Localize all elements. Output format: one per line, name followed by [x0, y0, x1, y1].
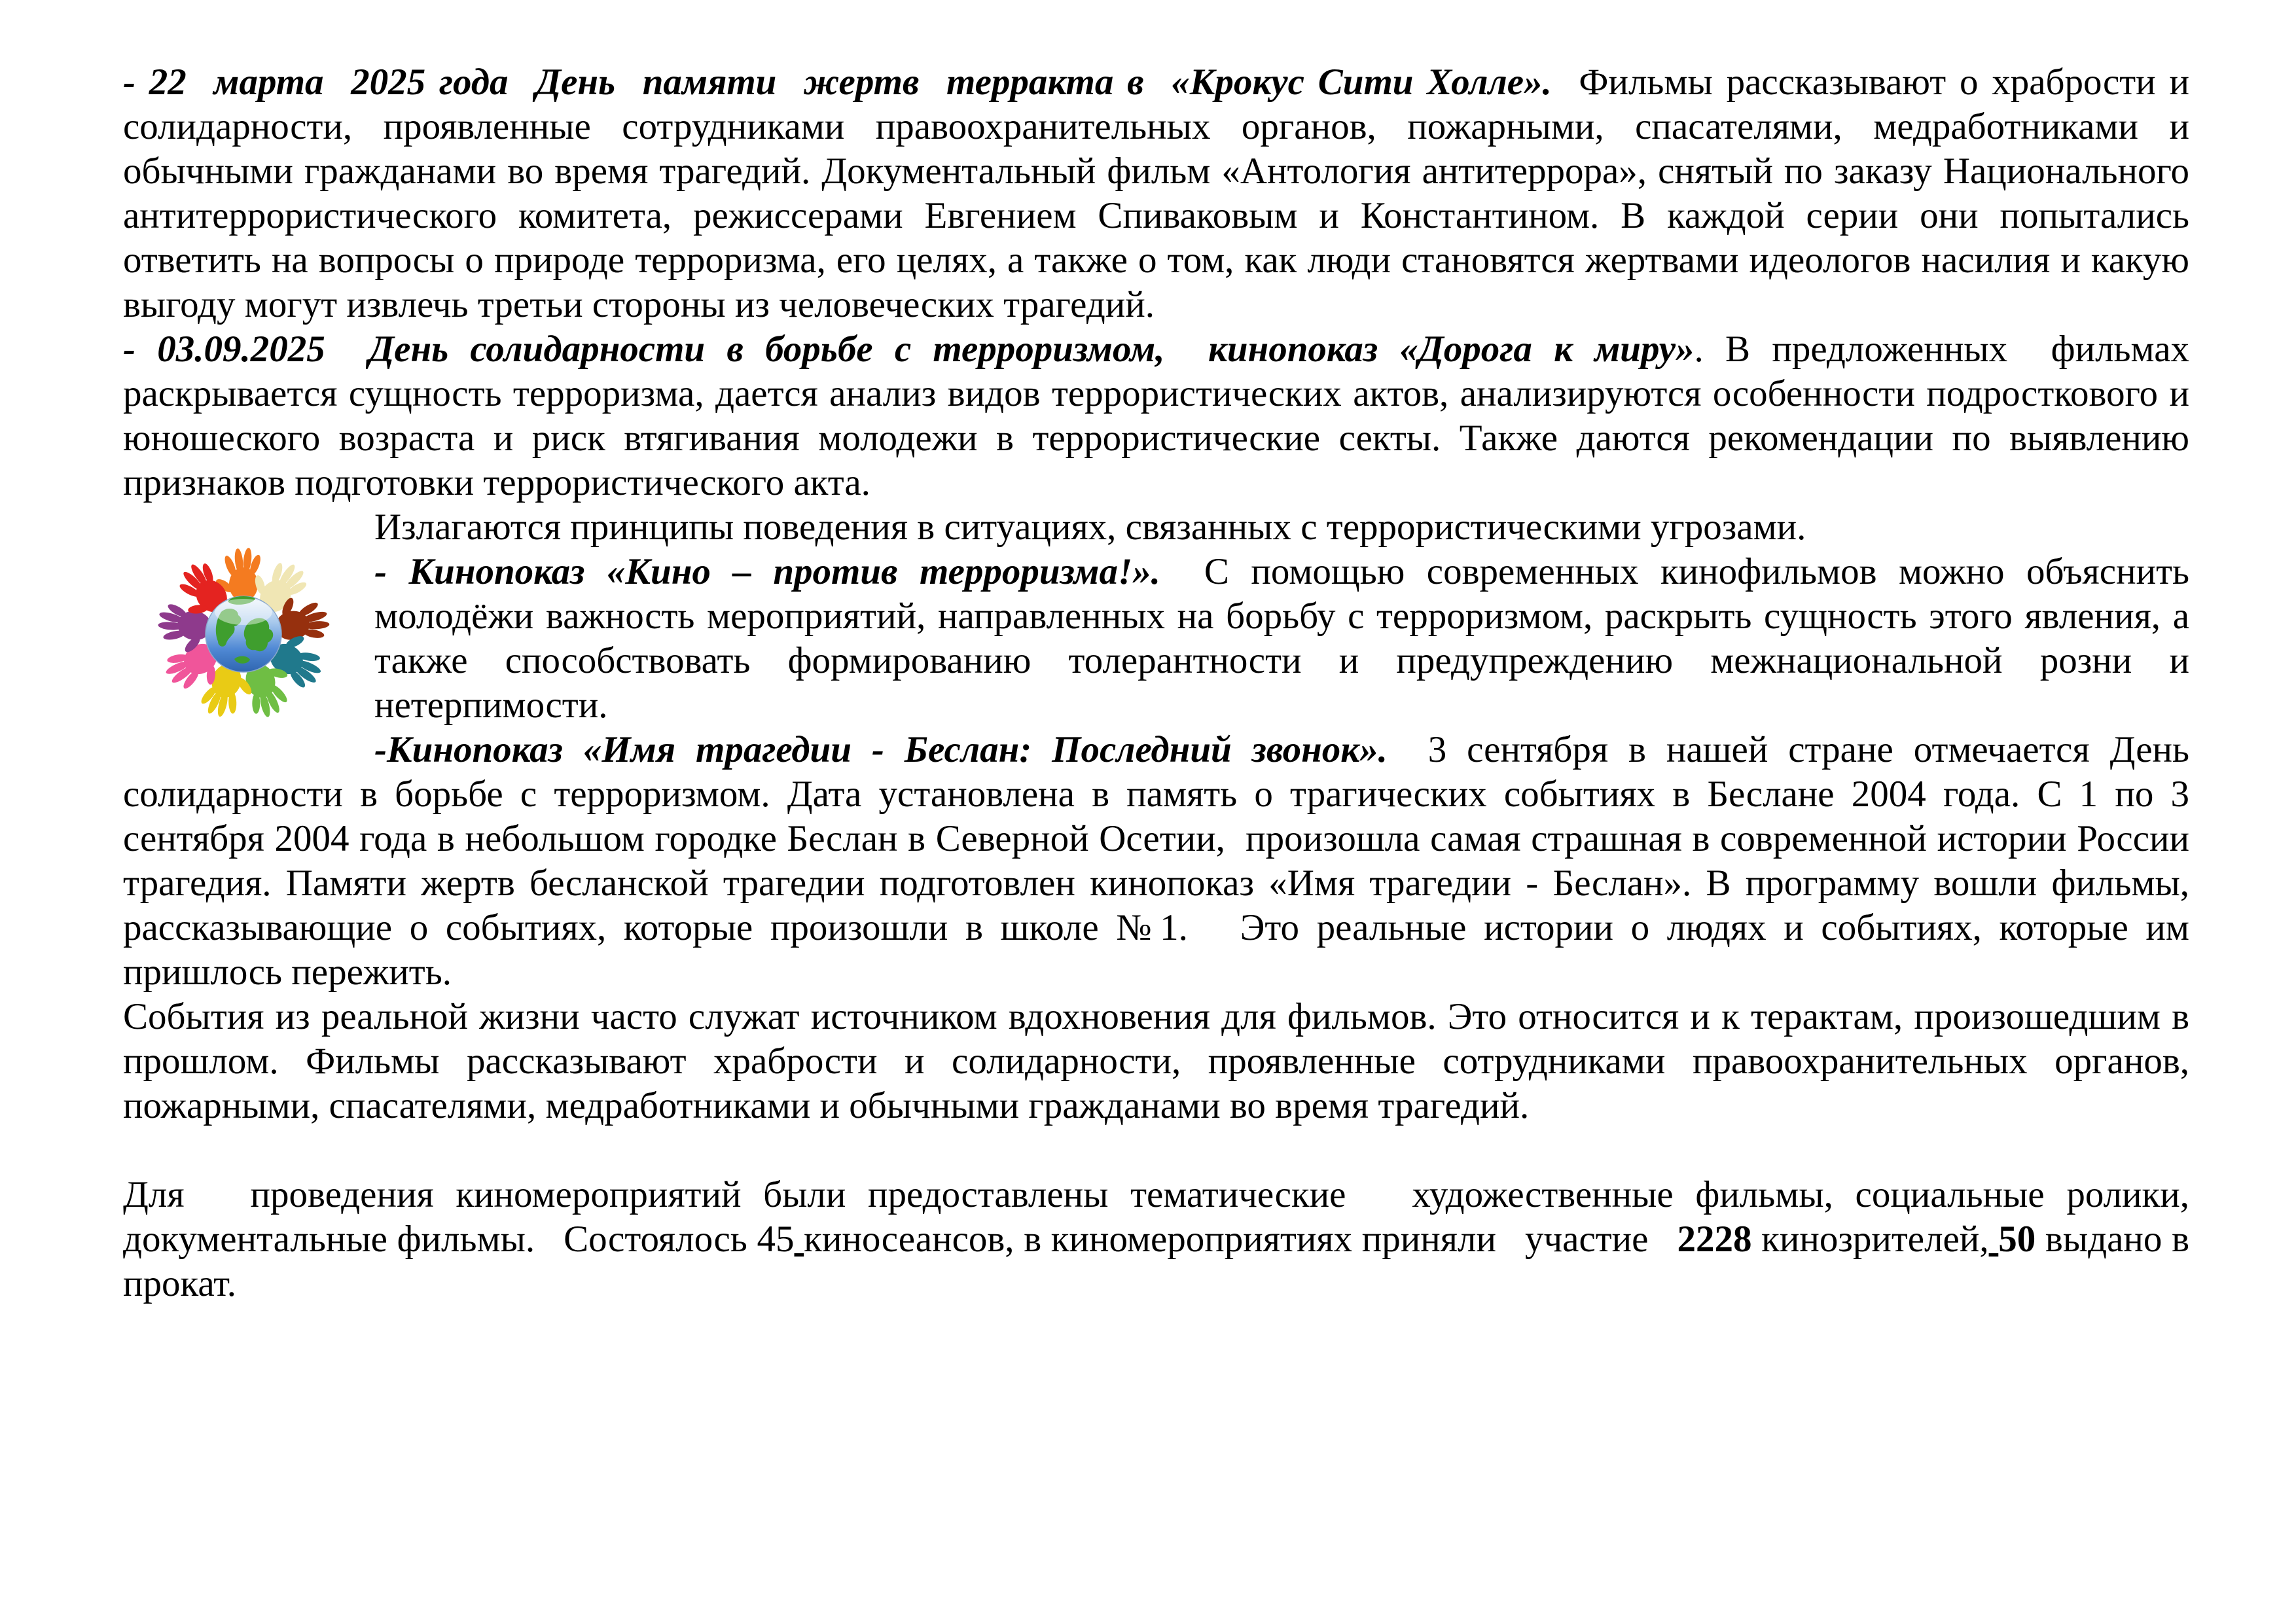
text-run: кинозрителей,	[1751, 1219, 1989, 1260]
paragraph-principy-povedeniya	[123, 505, 2189, 550]
text-run: Фильмы рассказывают о храбрости и солидарности, проявленные сотрудниками правоохранительных органов, пожарными, спасателями, медработниками и обычными гражданами во время трагедий. Документальный фильм «Антология антитеррора», снятый по заказу Национального антитеррористического комитета, режиссерами Евгением Спиваковым и Константином. В каждой серии они попытались ответить на вопросы о природе терроризма, его целях, а также о том, как люди становятся жертвами идеологов насилия и какую выгоду могут извлечь третьи стороны из человеческих трагедий.	[123, 62, 2190, 325]
document-body	[123, 60, 2189, 1306]
paragraph-beslan	[123, 728, 2189, 995]
paragraph-kino-protiv-terrorizma	[123, 550, 2189, 728]
text-run: -Кинопоказ «Имя трагедии - Беслан: Последний звонок».	[374, 729, 1388, 770]
text-run: 2228	[1677, 1219, 1752, 1260]
body-paragraphs	[123, 505, 2189, 1306]
text-run: выдано в прокат.	[123, 1219, 2190, 1304]
text-run: События из реальной жизни часто служат источником вдохновения для фильмов. Это относится и к терактам, произошедшим в прошлом. Фильмы рассказывают храбрости и солидарности, проявленные сотрудниками правоохранительных органов, пожарными, спасателями, медработниками и обычными гражданами во время трагедий.	[123, 996, 2189, 1126]
intro-paragraphs	[123, 60, 2189, 505]
text-run: киносеансов, в киномероприятиях приняли участие	[804, 1219, 1677, 1260]
text-run: - 22 марта 2025 года День памяти жертв терракта в «Крокус Сити Холле».	[123, 62, 1552, 103]
hands-globe-svg	[144, 522, 347, 744]
text-run: . В предложенных фильмах раскрывается сущность терроризма, дается анализ видов террористических актов, анализируются особенности подросткового и юношеского возраста и риск втягивания молодежи в террористические секты. Также даются рекомендации по выявлению признаков подготовки террористического акта.	[123, 329, 2190, 503]
globe-icon	[206, 596, 281, 672]
paragraph-krokus-city-hall	[123, 60, 2189, 327]
text-run: С помощью современных кинофильмов можно объяснить молодёжи важность мероприятий, направленных на борьбу с терроризмом, раскрыть сущность этого явления, а также способствовать формированию толерантности и предупреждению межнациональной розни и нетерпимости.	[374, 551, 2189, 726]
text-run: 50	[1998, 1219, 2036, 1260]
text-run: - Кинопоказ «Кино – против терроризма!».	[374, 551, 1160, 592]
text-run: Для проведения киномероприятий были предоставлены тематические художественные фильмы, социальные ролики, документальные фильмы. Состоялось 45	[123, 1174, 2189, 1260]
paragraph-den-solidarnosti	[123, 327, 2189, 505]
paragraph-itogi-kinoseansov	[123, 1173, 2189, 1306]
text-run: Излагаются принципы поведения в ситуациях, связанных с террористическими угрозами.	[374, 507, 1806, 548]
text-run: - 03.09.2025 День солидарности в борьбе с терроризмом, кинопоказ «Дорога к миру»	[123, 329, 1695, 370]
text-run	[1989, 1219, 1999, 1260]
paragraph-sobytiya-iz-zhizni	[123, 995, 2189, 1128]
text-run: 3 сентября в нашей стране отмечается День солидарности в борьбе с терроризмом. Дата установлена в память о трагических событиях в Беслане 2004 года. С 1 по 3 сентября 2004 года в небольшом городке Беслан в Северной Осетии, произошла самая страшная в современной истории России трагедия. Памяти жертв бесланской трагедии подготовлен кинопоказ «Имя трагедии - Беслан». В программу вошли фильмы, рассказывающие о событиях, которые произошли в школе №1. Это реальные истории о людях и событиях, которые им пришлось пережить.	[123, 729, 2189, 993]
hands-globe-image	[144, 505, 347, 754]
text-run	[794, 1219, 804, 1260]
